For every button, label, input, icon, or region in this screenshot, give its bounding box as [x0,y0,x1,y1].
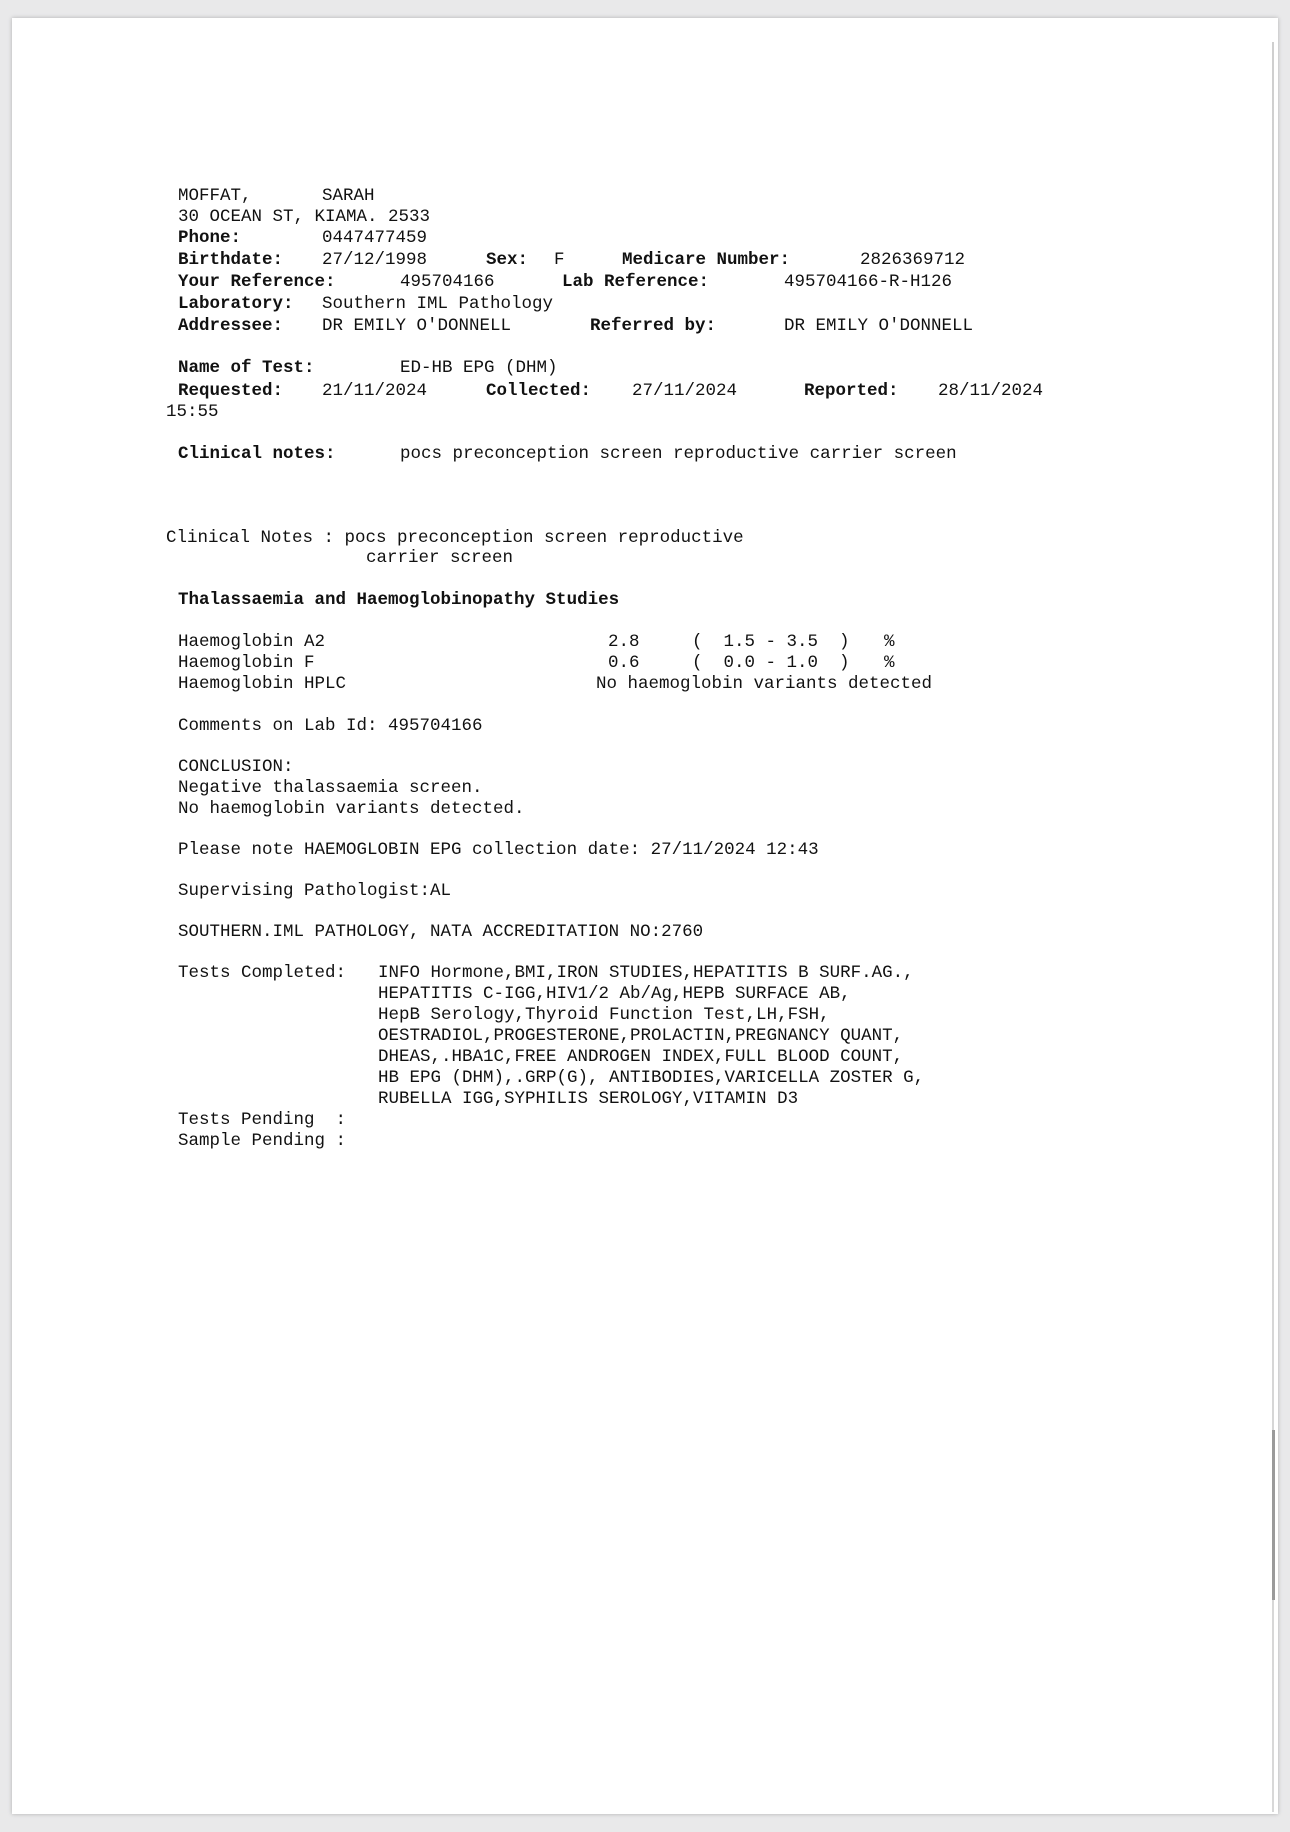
clinical-notes-label: Clinical notes: [178,444,336,464]
tests-pending-label: Tests Pending : [178,1110,347,1130]
tests-completed-line: DHEAS,.HBA1C,FREE ANDROGEN INDEX,FULL BLOOD COUNT, [378,1047,904,1067]
conclusion-label: CONCLUSION: [178,757,294,777]
conclusion-line-2: No haemoglobin variants detected. [178,799,525,819]
reported-value: 28/11/2024 [938,381,1044,401]
tests-completed-line: INFO Hormone,BMI,IRON STUDIES,HEPATITIS B SURF.AG., [378,963,914,983]
birthdate-label: Birthdate: [178,250,284,270]
tests-completed-line: RUBELLA IGG,SYPHILIS SEROLOGY,VITAMIN D3 [378,1089,799,1109]
tests-completed-line: OESTRADIOL,PROGESTERONE,PROLACTIN,PREGNANCY QUANT, [378,1026,904,1046]
reported-label: Reported: [804,381,899,401]
page-edge-shadow [1272,1430,1275,1600]
addressee-label: Addressee: [178,316,284,336]
supervising-pathologist: Supervising Pathologist:AL [178,881,452,901]
test-name-value: ED-HB EPG (DHM) [400,358,558,378]
result-name-hplc: Haemoglobin HPLC [178,674,347,694]
result-name-hbf: Haemoglobin F [178,653,315,673]
addressee-value: DR EMILY O'DONNELL [322,316,512,336]
sex-label: Sex: [486,250,529,270]
collection-note: Please note HAEMOGLOBIN EPG collection date: 27/11/2024 12:43 [178,840,819,860]
result-value-hplc: No haemoglobin variants detected [596,674,933,694]
phone-value: 0447477459 [322,228,428,248]
tests-completed-label: Tests Completed: [178,963,347,983]
phone-label: Phone: [178,228,242,248]
patient-given-name: SARAH [322,186,375,206]
birthdate-value: 27/12/1998 [322,250,428,270]
lab-reference-label: Lab Reference: [562,272,710,292]
laboratory-value: Southern IML Pathology [322,294,554,314]
reported-time: 15:55 [166,402,219,422]
your-reference-value: 495704166 [400,272,495,292]
result-unit-hbf: % [884,653,895,673]
your-reference-label: Your Reference: [178,272,336,292]
result-unit-hba2: % [884,632,895,652]
clinical-notes-value: pocs preconception screen reproductive carrier screen [400,444,957,464]
test-name-label: Name of Test: [178,358,315,378]
sample-pending-label: Sample Pending : [178,1131,347,1151]
result-name-hba2: Haemoglobin A2 [178,632,326,652]
laboratory-label: Laboratory: [178,294,294,314]
accreditation: SOUTHERN.IML PATHOLOGY, NATA ACCREDITATION NO:2760 [178,922,704,942]
medicare-value: 2826369712 [860,250,966,270]
collected-label: Collected: [486,381,592,401]
conclusion-line-1: Negative thalassaemia screen. [178,778,483,798]
tests-completed-line: HepB Serology,Thyroid Function Test,LH,FSH, [378,1005,830,1025]
result-range-hba2: ( 1.5 - 3.5 ) [692,632,850,652]
result-value-hbf: 0.6 [608,653,640,673]
section-title: Thalassaemia and Haemoglobinopathy Studies [178,590,620,610]
result-range-hbf: ( 0.0 - 1.0 ) [692,653,850,673]
collected-value: 27/11/2024 [632,381,738,401]
patient-surname: MOFFAT, [178,186,252,206]
tests-completed-line: HEPATITIS C-IGG,HIV1/2 Ab/Ag,HEPB SURFACE AB, [378,984,851,1004]
patient-address: 30 OCEAN ST, KIAMA. 2533 [178,207,431,227]
result-value-hba2: 2.8 [608,632,640,652]
referred-by-label: Referred by: [590,316,717,336]
lab-reference-value: 495704166-R-H126 [784,272,953,292]
sex-value: F [554,250,565,270]
clinical-notes-line-2: carrier screen [366,548,514,568]
referred-by-value: DR EMILY O'DONNELL [784,316,974,336]
requested-value: 21/11/2024 [322,381,428,401]
requested-label: Requested: [178,381,284,401]
clinical-notes-line-1: Clinical Notes : pocs preconception screen reproductive [166,528,744,548]
tests-completed-line: HB EPG (DHM),.GRP(G), ANTIBODIES,VARICELLA ZOSTER G, [378,1068,925,1088]
comments-lab-id: Comments on Lab Id: 495704166 [178,716,483,736]
medicare-label: Medicare Number: [622,250,791,270]
